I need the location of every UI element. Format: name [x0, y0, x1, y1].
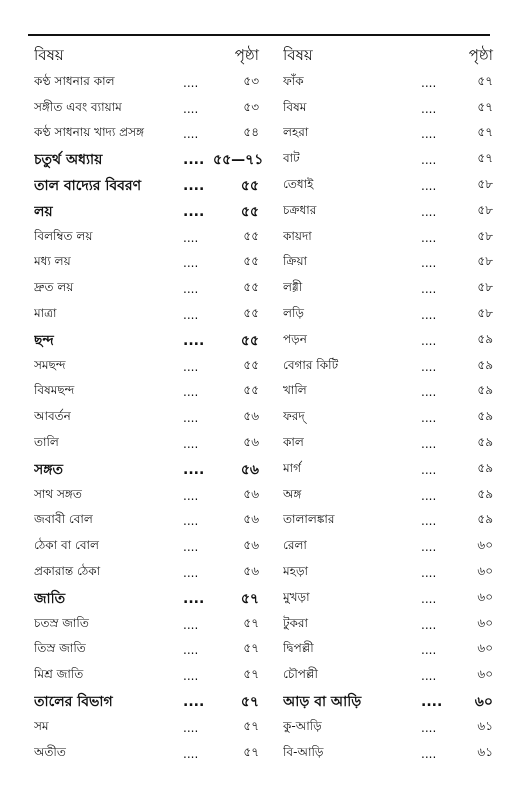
toc-entry: [283, 302, 493, 328]
leader-dots: ....: [421, 746, 437, 761]
leader-dots: ....: [421, 179, 437, 194]
leader-dots: ....: [421, 694, 443, 711]
entry-title: টুকরা: [283, 615, 309, 630]
entry-page-number: ৫৫: [240, 332, 259, 349]
entry-title: চক্রধার: [283, 202, 317, 217]
entry-title: কণ্ঠ সাধনার কাল: [34, 73, 115, 88]
entry-page-number: ৫৮: [477, 228, 493, 243]
entry-title: বিলম্বিত লয়: [34, 228, 93, 243]
leader-dots: ....: [183, 514, 199, 529]
entry-title: দ্বিপল্লী: [283, 641, 314, 656]
toc-entry: [283, 173, 493, 199]
leader-dots: ....: [183, 385, 199, 400]
entry-page-number: ৫৭: [240, 590, 259, 607]
entry-title: মিশ্র জাতি: [34, 667, 84, 682]
entry-page-number: ৫৯: [477, 331, 493, 346]
leader-dots: ....: [183, 152, 205, 169]
entry-title: ফরদ্: [283, 409, 305, 424]
entry-title: সম: [34, 718, 49, 733]
leader-dots: ....: [421, 75, 437, 90]
leader-dots: ....: [421, 540, 437, 555]
entry-page-number: ৫৭: [477, 99, 493, 114]
entry-page-number: ৫৯: [477, 383, 493, 398]
toc-entry: [283, 122, 493, 148]
leader-dots: ....: [421, 256, 437, 271]
entry-page-number: ৫৬: [243, 512, 259, 527]
leader-dots: ....: [183, 720, 199, 735]
entry-title: পড়ন: [283, 331, 307, 346]
leader-dots: ....: [183, 256, 199, 271]
entry-page-number: ৫৯: [477, 486, 493, 501]
leader-dots: ....: [421, 308, 437, 323]
toc-entry: [34, 741, 259, 767]
leader-dots: ....: [421, 643, 437, 658]
entry-page-number: ৬০: [477, 538, 493, 553]
entry-title: ক্রিয়া: [283, 254, 308, 269]
entry-page-number: ৫৫—৭১: [213, 152, 264, 169]
leader-dots: ....: [421, 359, 437, 374]
entry-page-number: ৫৯: [477, 409, 493, 424]
entry-page-number: ৬০: [477, 564, 493, 579]
leader-dots: ....: [183, 101, 199, 116]
toc-entry: [34, 560, 259, 586]
leader-dots: ....: [183, 308, 199, 323]
toc-entry: [283, 560, 493, 586]
toc-entry: [283, 586, 493, 612]
leader-dots: ....: [183, 359, 199, 374]
entry-page-number: ৫৩: [243, 99, 259, 114]
entry-title: বিষমছন্দ: [34, 383, 75, 398]
leader-dots: ....: [421, 101, 437, 116]
toc-entry: [34, 302, 259, 328]
toc-entry: [34, 380, 259, 406]
entry-title: লহরা: [283, 125, 309, 140]
toc-entry: [34, 173, 259, 199]
top-rule: [28, 34, 490, 36]
page-heading: পৃষ্ঠা: [468, 45, 493, 64]
entry-title: চৌপল্লী: [283, 667, 318, 682]
entry-title: প্রকারান্ত ঠেকা: [34, 564, 101, 579]
entry-page-number: ৬০: [477, 641, 493, 656]
entry-title: তেধাই: [283, 177, 314, 192]
entry-page-number: ৫৯: [477, 512, 493, 527]
entry-page-number: ৫৭: [243, 718, 259, 733]
entry-page-number: ৫৫: [243, 383, 259, 398]
leader-dots: ....: [183, 617, 199, 632]
toc-entry: [34, 431, 259, 457]
leader-dots: ....: [421, 566, 437, 581]
entry-title: তালালঙ্কার: [283, 512, 335, 527]
entry-title: বাট: [283, 151, 300, 166]
toc-entry: [283, 380, 493, 406]
entry-title: কণ্ঠ সাধনায় খাদ্য প্রসঙ্গ: [34, 125, 144, 140]
entry-page-number: ৫৬: [243, 538, 259, 553]
entry-page-number: ৫৭: [477, 125, 493, 140]
toc-entry: [283, 457, 493, 483]
entry-page-number: ৫৬: [243, 435, 259, 450]
entry-title: লয়: [34, 203, 53, 220]
leader-dots: ....: [183, 178, 205, 195]
toc-entry: [34, 225, 259, 251]
toc-entry: [283, 225, 493, 251]
entry-page-number: ৫৫: [243, 228, 259, 243]
toc-entry: [283, 715, 493, 741]
entry-page-number: ৫৭: [243, 641, 259, 656]
entry-title: অঙ্গ: [283, 486, 302, 501]
toc-entry: [283, 534, 493, 560]
entry-title: দ্রুত লয়: [34, 280, 74, 295]
entry-page-number: ৫৫: [243, 254, 259, 269]
toc-entry: [34, 251, 259, 277]
toc-entry: [34, 612, 259, 638]
leader-dots: ....: [183, 540, 199, 555]
leader-dots: ....: [183, 411, 199, 426]
leader-dots: ....: [183, 746, 199, 761]
entry-page-number: ৫৭: [240, 694, 259, 711]
leader-dots: ....: [421, 514, 437, 529]
entry-title: জাতি: [34, 590, 66, 607]
entry-title: বি-আড়ি: [283, 744, 324, 759]
toc-entry: [34, 96, 259, 122]
entry-page-number: ৬১: [477, 718, 493, 733]
toc-entry: [283, 638, 493, 664]
page-heading: পৃষ্ঠা: [234, 45, 259, 64]
entry-page-number: ৬০: [477, 667, 493, 682]
toc-entry: [34, 663, 259, 689]
toc-entry: [283, 431, 493, 457]
leader-dots: ....: [421, 720, 437, 735]
entry-title: তালি: [34, 435, 59, 450]
entry-title: কাল: [283, 435, 304, 450]
entry-title: রেলা: [283, 538, 307, 553]
leader-dots: ....: [183, 75, 199, 90]
column-header: [283, 42, 493, 70]
toc-list-left: [34, 70, 264, 767]
toc-entry: [34, 199, 259, 225]
leader-dots: ....: [421, 204, 437, 219]
toc-entry: [34, 405, 259, 431]
toc-entry: [34, 328, 259, 354]
leader-dots: ....: [421, 437, 437, 452]
leader-dots: ....: [183, 282, 199, 297]
entry-page-number: ৬১: [477, 744, 493, 759]
leader-dots: ....: [421, 591, 437, 606]
entry-page-number: ৬০: [474, 694, 493, 711]
entry-page-number: ৫৮: [477, 306, 493, 321]
leader-dots: ....: [421, 127, 437, 142]
entry-page-number: ৫৫: [243, 357, 259, 372]
entry-title: কায়দা: [283, 228, 312, 243]
entry-page-number: ৫৯: [477, 435, 493, 450]
entry-title: মার্গ: [283, 460, 302, 475]
toc-entry: [34, 586, 259, 612]
leader-dots: ....: [183, 488, 199, 503]
leader-dots: ....: [421, 462, 437, 477]
toc-list-right: [283, 70, 493, 767]
toc-entry: [34, 509, 259, 535]
leader-dots: ....: [183, 332, 205, 349]
leader-dots: ....: [183, 566, 199, 581]
toc-entry: [283, 483, 493, 509]
toc-entry: [34, 483, 259, 509]
entry-title: লড়ি: [283, 306, 304, 321]
leader-dots: ....: [183, 669, 199, 684]
leader-dots: ....: [421, 333, 437, 348]
entry-title: বিষম: [283, 99, 307, 114]
entry-page-number: ৫৫: [243, 280, 259, 295]
entry-title: মহড়া: [283, 564, 309, 579]
toc-entry: [34, 147, 264, 173]
entry-title: তালের বিভাগ: [34, 694, 113, 711]
entry-title: কু-আড়ি: [283, 718, 322, 733]
toc-entry: [283, 328, 493, 354]
entry-page-number: ৫৬: [243, 409, 259, 424]
entry-title: মুখড়া: [283, 589, 310, 604]
leader-dots: ....: [183, 694, 205, 711]
toc-entry: [283, 612, 493, 638]
entry-title: চতুর্থ অধ্যায়: [34, 152, 103, 169]
entry-title: বেগার কিটি: [283, 357, 339, 372]
entry-title: অতীত: [34, 744, 66, 759]
entry-page-number: ৫৮: [477, 202, 493, 217]
leader-dots: ....: [183, 461, 205, 478]
leader-dots: ....: [421, 411, 437, 426]
entry-title: মধ্য লয়: [34, 254, 71, 269]
toc-entry: [283, 70, 493, 96]
entry-page-number: ৫৭: [477, 151, 493, 166]
toc-entry: [34, 122, 259, 148]
entry-page-number: ৫৭: [477, 73, 493, 88]
entry-title: আবর্তন: [34, 409, 71, 424]
subject-heading: বিষয়: [283, 45, 313, 64]
toc-column-left: [34, 42, 264, 767]
leader-dots: ....: [421, 617, 437, 632]
toc-entry: [283, 509, 493, 535]
entry-title: সঙ্গীত এবং ব্যায়াম: [34, 99, 122, 114]
toc-entry: [34, 689, 259, 715]
leader-dots: ....: [183, 643, 199, 658]
toc-entry: [283, 405, 493, 431]
entry-page-number: ৫৪: [243, 125, 259, 140]
entry-title: সাথ সঙ্গত: [34, 486, 82, 501]
entry-page-number: ৫৬: [243, 564, 259, 579]
entry-page-number: ৫৬: [243, 486, 259, 501]
entry-title: লগ্গী: [283, 280, 303, 295]
entry-title: ছন্দ: [34, 332, 54, 349]
column-header: [34, 42, 259, 70]
toc-entry: [283, 147, 493, 173]
entry-page-number: ৫৮: [477, 254, 493, 269]
subject-heading: বিষয়: [34, 45, 64, 64]
toc-entry: [34, 70, 259, 96]
toc-entry: [34, 715, 259, 741]
toc-entry: [34, 638, 259, 664]
entry-title: সঙ্গত: [34, 461, 64, 478]
entry-title: জবাবী বোল: [34, 512, 93, 527]
entry-page-number: ৫৮: [477, 280, 493, 295]
entry-page-number: ৫৫: [243, 306, 259, 321]
leader-dots: ....: [183, 590, 205, 607]
entry-title: ফাঁক: [283, 73, 304, 88]
entry-page-number: ৫৭: [243, 667, 259, 682]
entry-page-number: ৫৮: [477, 177, 493, 192]
entry-page-number: ৫৭: [243, 744, 259, 759]
leader-dots: ....: [421, 669, 437, 684]
entry-title: মাত্রা: [34, 306, 57, 321]
leader-dots: ....: [421, 385, 437, 400]
leader-dots: ....: [183, 203, 205, 220]
toc-entry: [283, 663, 493, 689]
entry-title: আড় বা আড়ি: [283, 694, 362, 711]
toc-column-right: [283, 42, 493, 767]
entry-title: খালি: [283, 383, 307, 398]
entry-title: তাল বাদ্যের বিবরণ: [34, 178, 142, 195]
leader-dots: ....: [183, 230, 199, 245]
entry-title: সমছন্দ: [34, 357, 66, 372]
toc-entry: [34, 534, 259, 560]
entry-page-number: ৫৯: [477, 357, 493, 372]
leader-dots: ....: [183, 437, 199, 452]
entry-page-number: ৫৭: [243, 615, 259, 630]
entry-title: তিস্র জাতি: [34, 641, 86, 656]
entry-page-number: ৫৯: [477, 460, 493, 475]
leader-dots: ....: [183, 127, 199, 142]
entry-page-number: ৫৫: [240, 178, 259, 195]
entry-page-number: ৬০: [477, 589, 493, 604]
leader-dots: ....: [421, 282, 437, 297]
toc-entry: [283, 251, 493, 277]
toc-entry: [34, 457, 259, 483]
toc-entry: [283, 354, 493, 380]
toc-entry: [283, 199, 493, 225]
entry-title: ঠেকা বা বোল: [34, 538, 99, 553]
toc-entry: [283, 689, 493, 715]
leader-dots: ....: [421, 230, 437, 245]
leader-dots: ....: [421, 488, 437, 503]
toc-entry: [34, 276, 259, 302]
entry-page-number: ৫৫: [240, 203, 259, 220]
toc-entry: [283, 96, 493, 122]
entry-page-number: ৫৩: [243, 73, 259, 88]
entry-page-number: ৫৬: [240, 461, 259, 478]
toc-entry: [283, 276, 493, 302]
entry-title: চতস্র জাতি: [34, 615, 89, 630]
toc-entry: [283, 741, 493, 767]
leader-dots: ....: [421, 153, 437, 168]
entry-page-number: ৬০: [477, 615, 493, 630]
toc-entry: [34, 354, 259, 380]
